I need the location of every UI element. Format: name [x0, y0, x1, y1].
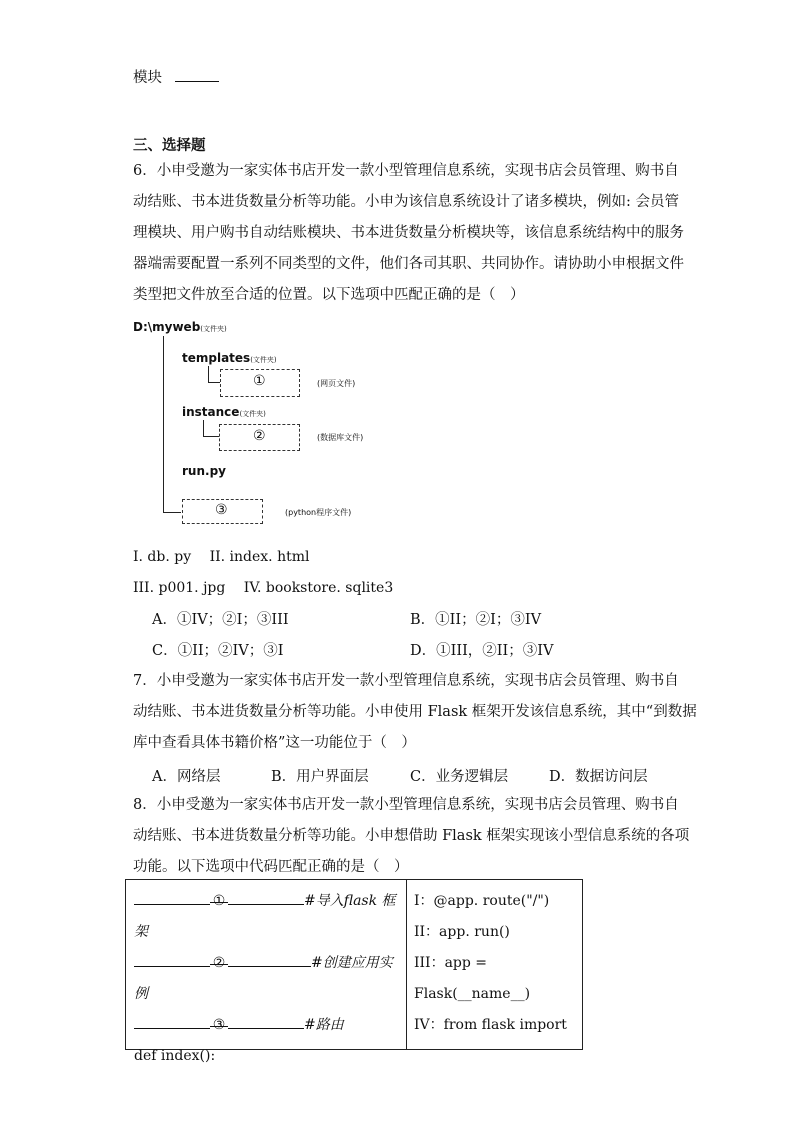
code-comment-3: #路由 — [304, 1017, 344, 1033]
code-column — [134, 886, 402, 1072]
answer-column — [414, 886, 579, 1041]
templates-folder-name: templates — [182, 351, 251, 365]
box-3-note: (python程序文件) — [285, 508, 352, 517]
q8-stem — [133, 790, 690, 883]
blank-1-left[interactable] — [134, 888, 210, 905]
code-row-1 — [134, 886, 402, 948]
code-comment-2b: 例 — [134, 986, 148, 1002]
box-1-note: (网页文件) — [317, 379, 356, 388]
section-heading: 三、选择题 — [133, 137, 206, 154]
q8-line-3: 功能。以下选项中代码匹配正确的是（ ） — [133, 859, 409, 875]
q6-line-2: 动结账、书本进货数量分析等功能。小申为该信息系统设计了诸多模块，例如: 会员管 — [133, 194, 679, 210]
answer-1: I：@app. route("/") — [414, 893, 550, 909]
q6-line-5: 类型把文件放至合适的位置。以下选项中匹配正确的是（ ） — [133, 287, 525, 303]
q6-option-c[interactable]: C．①II；②IV；③I — [152, 643, 284, 659]
q7-option-c[interactable]: C．业务逻辑层 — [410, 769, 509, 785]
answer-4: IV：from flask import — [414, 1017, 567, 1033]
q8-line-2: 动结账、书本进货数量分析等功能。小申想借助 Flask 框架实现该小型信息系统的各项 — [133, 828, 690, 844]
q6-option-a[interactable]: A．①IV；②I；③III — [152, 612, 289, 628]
templates-folder-note: (文件夹) — [250, 356, 277, 364]
module-blank[interactable] — [175, 67, 219, 82]
blank-2-right[interactable] — [228, 950, 311, 967]
q8-line-1: 8．小申受邀为一家实体书店开发一款小型管理信息系统，实现书店会员管理、购书自 — [133, 797, 679, 813]
blank-3-marker[interactable]: ③ — [210, 1010, 228, 1027]
q7-option-b[interactable]: B．用户界面层 — [271, 769, 369, 785]
box-3-marker: ③ — [215, 502, 228, 518]
box-2-note: (数据库文件) — [317, 433, 364, 442]
q7-option-a[interactable]: A．网络层 — [152, 769, 221, 785]
root-vertical-line — [163, 336, 164, 512]
blank-3-right[interactable] — [228, 1012, 304, 1029]
code-match-table — [125, 879, 583, 1064]
blank-2-left[interactable] — [134, 950, 210, 967]
q6-stem — [133, 156, 684, 311]
q6-option-d[interactable]: D．①III，②II；③IV — [410, 643, 554, 659]
root-folder-name: D:\myweb — [133, 320, 201, 334]
table-divider — [406, 880, 407, 1049]
q7-line-3: 库中查看具体书籍价格”这一功能位于（ ） — [133, 735, 416, 751]
instance-vertical-line — [203, 420, 204, 436]
q7-option-d[interactable]: D．数据访问层 — [549, 769, 648, 785]
runpy-file-label: run.py — [182, 464, 226, 478]
q6-option-b[interactable]: B．①II；②I；③IV — [410, 612, 542, 628]
instance-branch-line — [203, 436, 219, 437]
code-def-line: def index(): — [134, 1048, 216, 1064]
code-row-3 — [134, 1010, 402, 1041]
module-label — [133, 66, 219, 87]
blank-1-marker[interactable]: ① — [210, 886, 228, 903]
q6-files-line-2: III. p001. jpg IV. bookstore. sqlite3 — [133, 580, 394, 596]
q7-line-1: 7．小申受邀为一家实体书店开发一款小型管理信息系统，实现书店会员管理、购书自 — [133, 673, 679, 689]
templates-folder-label — [182, 351, 277, 365]
blank-3-left[interactable] — [134, 1012, 210, 1029]
templates-branch-line — [208, 382, 220, 383]
q7-stem — [133, 666, 697, 759]
q6-files-line-1: I. db. py II. index. html — [133, 549, 310, 565]
answer-3-cont: Flask(__name__) — [414, 986, 531, 1002]
q7-line-2: 动结账、书本进货数量分析等功能。小申使用 Flask 框架开发该信息系统，其中“到数据 — [133, 704, 697, 720]
templates-vertical-line — [208, 366, 209, 382]
root-branch-box3 — [163, 512, 181, 513]
box-1-marker: ① — [253, 373, 266, 389]
answer-3: III：app = — [414, 955, 488, 971]
code-comment-2a: #创建应用实 — [311, 955, 393, 971]
module-label-text: 模块 — [133, 70, 162, 86]
instance-folder-label — [182, 405, 266, 419]
code-comment-1: #导入flask 框架 — [134, 893, 396, 940]
blank-1-right[interactable] — [228, 888, 304, 905]
answer-2: II：app. run() — [414, 924, 510, 940]
q6-line-1: 6．小申受邀为一家实体书店开发一款小型管理信息系统，实现书店会员管理、购书自 — [133, 163, 679, 179]
instance-folder-note: (文件夹) — [239, 410, 266, 418]
root-folder-note: (文件夹) — [200, 325, 227, 333]
box-2-marker: ② — [253, 428, 266, 444]
instance-folder-name: instance — [182, 405, 240, 419]
blank-2-marker[interactable]: ② — [210, 948, 228, 965]
code-row-2 — [134, 948, 402, 979]
folder-diagram — [133, 318, 433, 533]
q6-line-3: 理模块、用户购书自动结账模块、书本进货数量分析模块等，该信息系统结构中的服务 — [133, 225, 684, 241]
root-folder-label — [133, 320, 227, 334]
q6-line-4: 器端需要配置一系列不同类型的文件，他们各司其职、共同协作。请协助小申根据文件 — [133, 256, 684, 272]
